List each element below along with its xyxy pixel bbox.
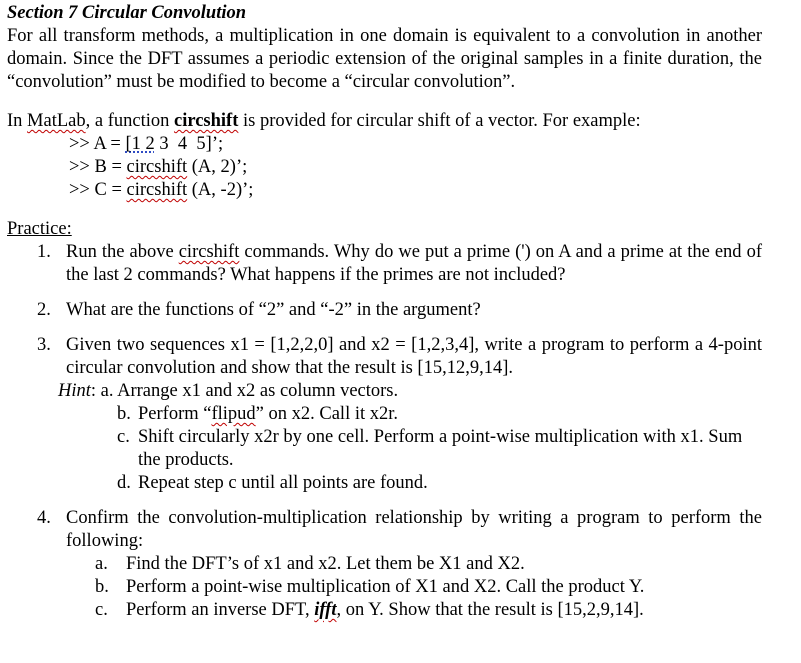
code-suffix: 3 4 5]’; [154, 134, 224, 154]
hint-colon: : [90, 381, 101, 401]
step-letter: c. [117, 427, 130, 447]
item-text: Given two sequences x1 = [1,2,2,0] and x2 = [1,2,3,4], write a program to perform a 4-point circular convolution and show that the result is [15,12,9,14]. [66, 335, 762, 378]
item-text: Confirm the convolution-multiplication relationship by writing a program to perform the following: [66, 508, 762, 551]
hint-row [7, 380, 762, 403]
step-text: ” on x2. Call it x2r. [255, 404, 399, 424]
step-flipud: flipud [211, 404, 256, 424]
hint-step-d [7, 472, 762, 495]
code-suffix: (A, 2)’; [187, 157, 248, 177]
q4-step-c [7, 599, 762, 622]
code-prefix: >> A = [69, 134, 126, 154]
code-circshift: circshift [126, 157, 188, 177]
code-suffix: (A, -2)’; [187, 180, 254, 200]
step-letter: a. [95, 554, 108, 574]
item-number: 1. [37, 242, 51, 262]
q4-step-b [7, 576, 762, 599]
step-letter: c. [95, 600, 108, 620]
code-line-a [7, 133, 762, 156]
item-text: Run the above [66, 242, 179, 262]
practice-heading: Practice: [7, 219, 72, 239]
hint-step-b [7, 403, 762, 426]
step-text: Repeat step c until all points are found. [138, 473, 428, 493]
step-text-wrap [117, 403, 762, 426]
item-number: 3. [37, 335, 51, 355]
code-prefix: >> C = [69, 180, 127, 200]
step-letter: b. [95, 577, 109, 597]
step-text: , on Y. Show that the result is [15,2,9,14]. [336, 600, 644, 620]
hint-label: Hint [58, 381, 91, 401]
step-text: Perform a point-wise multiplication of X1 and X2. Call the product Y. [126, 577, 645, 597]
practice-item-2 [7, 299, 762, 322]
matlab-word: MatLab [27, 111, 86, 131]
step-letter: b. [117, 404, 131, 424]
section-title: Section 7 Circular Convolution [7, 3, 247, 23]
code-circshift: circshift [126, 180, 188, 200]
hint-step-c [7, 426, 762, 472]
item-number: 4. [37, 508, 51, 528]
step-text: Find the DFT’s of x1 and x2. Let them be X1 and X2. [126, 554, 525, 574]
matlab-lead-b: , a function [85, 111, 174, 131]
q4-step-a [7, 553, 762, 576]
step-text: Perform an inverse DFT, [126, 600, 315, 620]
code-vector-start: [1 2 [125, 134, 155, 154]
practice-item-3 [7, 334, 762, 380]
item-text: commands. Why do we put a prime (') on A and a prime at the end of the last 2 commands? What happens if the primes are not included? [66, 242, 762, 285]
practice-item-1 [7, 241, 762, 287]
step-text: Perform “ [138, 404, 212, 424]
step-ifft: ifft [314, 600, 337, 620]
item-text: What are the functions of “2” and “-2” in the argument? [66, 300, 481, 320]
step-letter: d. [117, 473, 131, 493]
code-line-c [7, 179, 762, 202]
code-line-b [7, 156, 762, 179]
document-page [7, 2, 762, 622]
intro-paragraph: For all transform methods, a multiplication in one domain is equivalent to a convolution in another domain. Since the DFT assumes a periodic extension of the original samples in a finite duration, the “convolution” must be modified to become a “circular convolution”. [7, 26, 762, 92]
practice-item-4 [7, 507, 762, 553]
matlab-lead-a: In [7, 111, 28, 131]
circshift-function-name: circshift [173, 111, 239, 131]
step-letter: a. [100, 381, 114, 401]
step-text: Arrange x1 and x2 as column vectors. [117, 381, 399, 401]
item-circshift: circshift [178, 242, 240, 262]
matlab-paragraph [7, 110, 762, 133]
item-number: 2. [37, 300, 51, 320]
step-text: Shift circularly x2r by one cell. Perform a point-wise multiplication with x1. Sum the products. [138, 427, 743, 470]
code-prefix: >> B = [69, 157, 127, 177]
matlab-lead-c: is provided for circular shift of a vector. For example: [238, 111, 641, 131]
